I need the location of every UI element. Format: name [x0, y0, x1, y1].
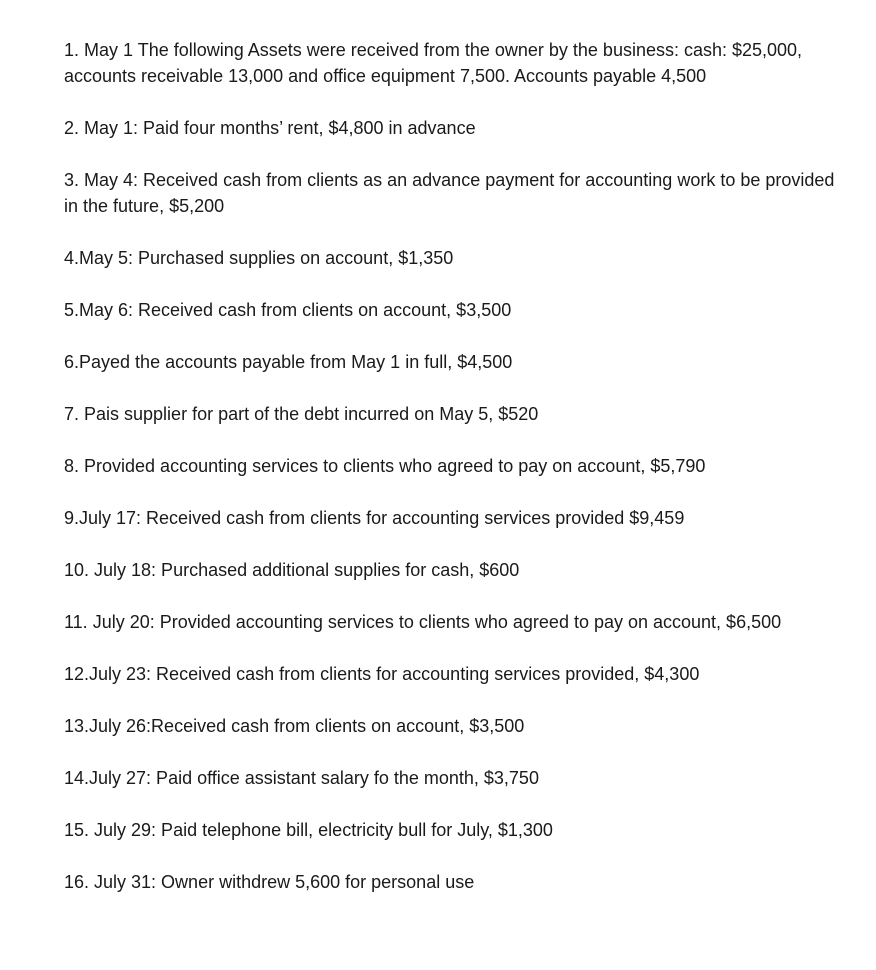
transaction-item-12: 12.July 23: Received cash from clients for accounting services provided, $4,300	[64, 664, 700, 684]
transaction-item-6: 6.Payed the accounts payable from May 1 in full, $4,500	[64, 352, 513, 372]
transaction-item-9: 9.July 17: Received cash from clients for accounting services provided $9,459	[64, 508, 685, 528]
transaction-item-2: 2. May 1: Paid four months’ rent, $4,800 in advance	[64, 118, 476, 138]
transaction-item-3: 3. May 4: Received cash from clients as an advance payment for accounting work to be provided in the future, $5,200	[64, 170, 835, 216]
transaction-item-13: 13.July 26:Received cash from clients on account, $3,500	[64, 716, 525, 736]
transaction-item-15: 15. July 29: Paid telephone bill, electricity bull for July, $1,300	[64, 820, 553, 840]
transaction-item-5: 5.May 6: Received cash from clients on account, $3,500	[64, 300, 512, 320]
transaction-item-14: 14.July 27: Paid office assistant salary fo the month, $3,750	[64, 768, 539, 788]
transaction-item-10: 10. July 18: Purchased additional supplies for cash, $600	[64, 560, 520, 580]
transaction-item-4: 4.May 5: Purchased supplies on account, $1,350	[64, 248, 454, 268]
transaction-item-8: 8. Provided accounting services to clients who agreed to pay on account, $5,790	[64, 456, 706, 476]
transaction-item-1: 1. May 1 The following Assets were received from the owner by the business: cash: $25,000, accounts receivable 13,000 and office equipment 7,500. Accounts payable 4,500	[64, 40, 803, 86]
transaction-item-16: 16. July 31: Owner withdrew 5,600 for personal use	[64, 872, 475, 892]
transaction-list	[64, 37, 844, 895]
transaction-item-11: 11. July 20: Provided accounting services to clients who agreed to pay on account, $6,500	[64, 612, 782, 632]
transaction-item-7: 7. Pais supplier for part of the debt incurred on May 5, $520	[64, 404, 539, 424]
